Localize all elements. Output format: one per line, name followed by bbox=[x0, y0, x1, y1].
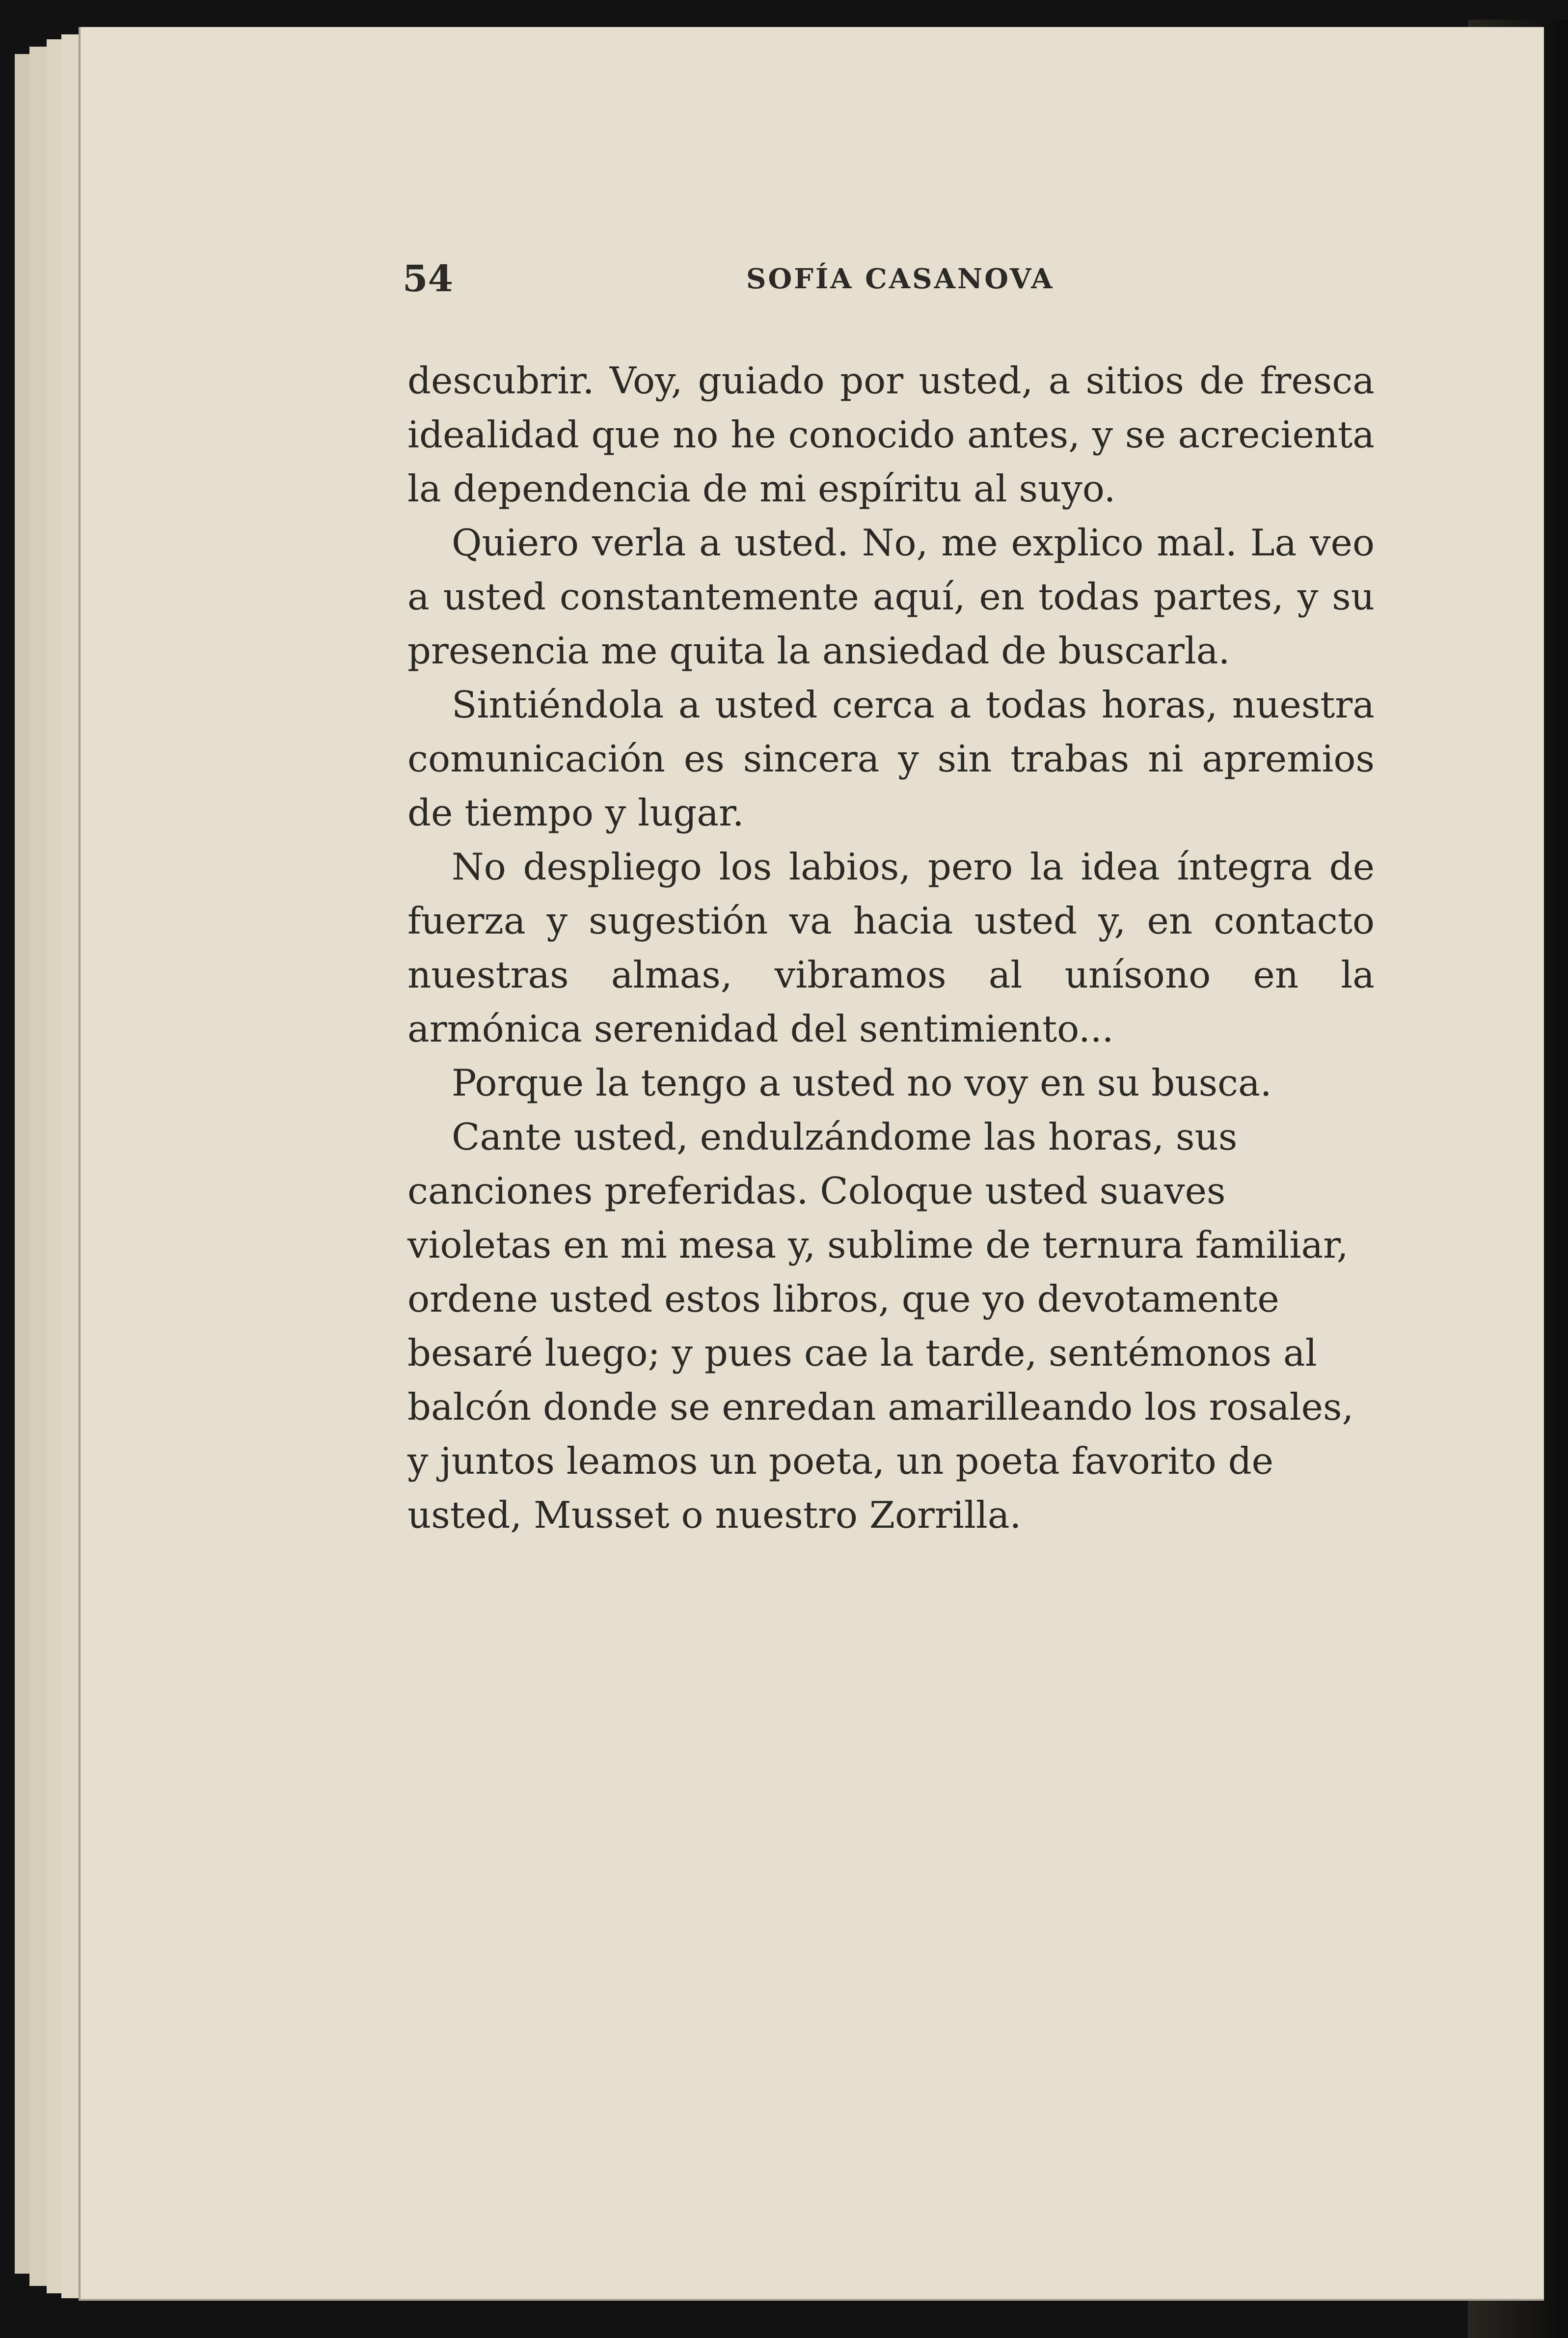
page-header bbox=[403, 258, 1409, 307]
page-body bbox=[407, 354, 1375, 1542]
paragraph: Cante usted, endulzándome las horas, sus canciones preferidas. Coloque usted suaves violetas en mi mesa y, sublime de ternura familiar, ordene usted estos libros, que yo devotamente besaré luego; y pues cae la tarde, sentémonos al balcón donde se enredan amarilleando los rosales, y juntos leamos un poeta, un poeta favorito de usted, Musset o nuestro Zorrilla. bbox=[407, 1115, 1354, 1537]
paragraph: descubrir. Voy, guiado por usted, a sitios de fresca idealidad que no he conocido antes, y se acrecienta la dependencia de mi espíritu al suyo. bbox=[407, 359, 1375, 510]
paragraph: Porque la tengo a usted no voy en su busca. bbox=[452, 1061, 1272, 1104]
page-number: 54 bbox=[403, 258, 453, 300]
running-head: SOFÍA CASANOVA bbox=[746, 263, 1054, 295]
paragraph: No despliego los labios, pero la idea íntegra de fuerza y sugestión va hacia usted y, en contacto nuestras almas, vibramos al unísono en la armónica serenidad del sentimiento... bbox=[407, 845, 1375, 1050]
paragraph: Quiero verla a usted. No, me explico mal. La veo a usted constantemente aquí, en todas partes, y su presencia me quita la ansiedad de buscarla. bbox=[407, 521, 1375, 672]
paragraph: Sintiéndola a usted cerca a todas horas, nuestra comunicación es sincera y sin trabas ni apremios de tiempo y lugar. bbox=[407, 683, 1375, 834]
